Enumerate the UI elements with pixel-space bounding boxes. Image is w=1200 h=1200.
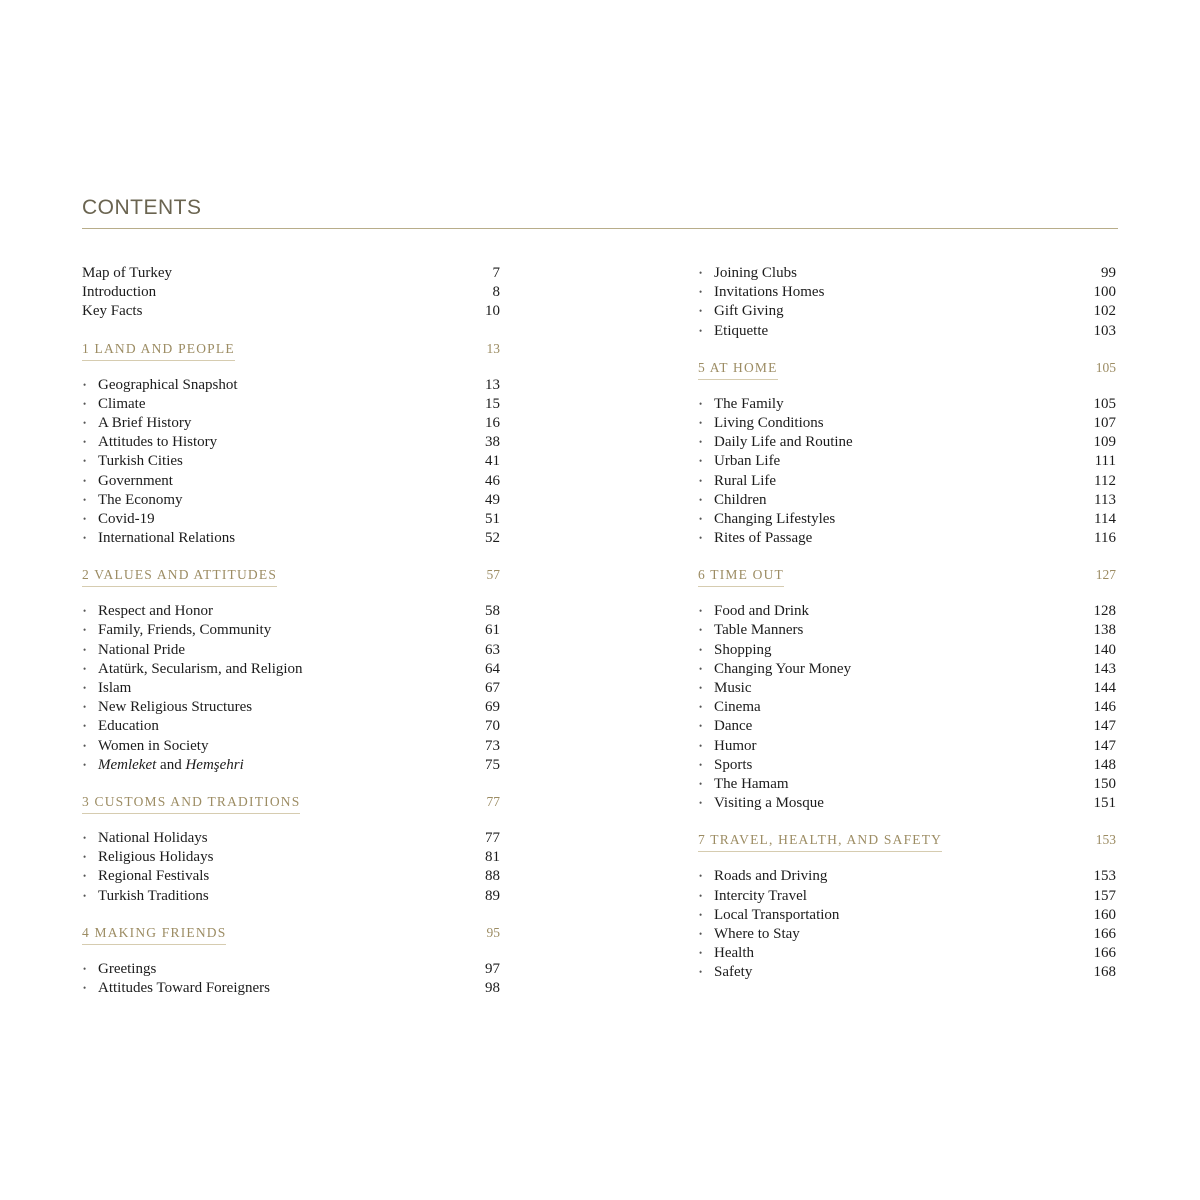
toc-entry[interactable] [698,887,1116,906]
entry-title: Joining Clubs [714,265,797,281]
toc-entry[interactable] [82,867,500,886]
entry-page-number: 41 [485,453,500,470]
bullet-icon: • [699,890,703,901]
entry-page-number: 81 [485,849,500,866]
chapter-heading[interactable] [698,566,1116,590]
entry-title: National Holidays [98,829,208,846]
entry-page-number: 49 [485,491,500,508]
toc-entry[interactable] [698,756,1116,775]
chapter-heading[interactable] [698,359,1116,383]
bullet-icon: • [83,963,87,974]
entry-title: Education [98,718,159,735]
entry-title: Government [98,472,173,489]
chapter-heading[interactable] [82,566,500,590]
bullet-icon: • [83,513,87,524]
entry-title: Turkish Cities [98,453,183,470]
chapter-title: 7 TRAVEL, HEALTH, AND SAFETY [698,831,942,852]
entry-page-number: 13 [485,376,500,393]
bullet-icon: • [83,702,87,713]
bullet-icon: • [83,533,87,544]
entry-title: Intercity Travel [714,887,807,904]
bullet-icon: • [83,663,87,674]
entry-page-number: 67 [485,680,500,696]
entry-page-number: 38 [485,434,500,451]
entry-title: Children [714,491,767,508]
bullet-icon: • [699,759,703,770]
entry-page-number: 58 [485,603,500,620]
toc-entry[interactable] [82,979,500,998]
entry-title: Greetings [98,960,157,977]
bullet-icon: • [699,475,703,486]
entry-title: Geographical Snapshot [98,376,238,393]
bullet-icon: • [699,268,703,278]
entry-title [98,756,244,775]
entry-title: The Family [714,395,784,412]
bullet-icon: • [83,852,87,863]
entry-page-number: 157 [1093,887,1116,904]
entry-page-number: 160 [1093,906,1116,923]
entry-title: National Pride [98,641,186,658]
entry-title: Covid-19 [98,510,155,527]
bullet-icon: • [83,456,87,467]
entry-page-number: 116 [1094,530,1116,547]
toc-entry[interactable] [82,529,500,548]
entry-title: Respect and Honor [98,603,213,620]
toc-entry[interactable] [82,756,500,775]
entry-title: Changing Your Money [714,660,852,677]
entry-page-number: 168 [1093,964,1116,981]
bullet-icon: • [83,625,87,636]
entry-page-number: 46 [485,472,500,489]
entry-title-part: Hemşehri [185,756,244,773]
bullet-icon: • [699,306,703,317]
bullet-icon: • [83,417,87,428]
toc-entry[interactable] [82,679,500,698]
bullet-icon: • [83,740,87,751]
toc-entry[interactable] [698,621,1116,640]
bullet-icon: • [699,798,703,809]
entry-title: Shopping [714,641,772,658]
toc-entry[interactable] [82,602,500,621]
entry-page-number: 70 [485,718,500,735]
entry-title: A Brief History [98,414,192,431]
chapter-heading[interactable] [82,793,500,817]
entry-title: Attitudes to History [98,434,218,451]
toc-entry[interactable] [82,414,500,433]
toc-entry[interactable] [698,491,1116,510]
chapter-page-number: 77 [486,793,500,809]
chapter-page-number: 153 [1095,832,1116,848]
entry-title: Living Conditions [714,414,824,431]
bullet-icon: • [83,494,87,505]
bullet-icon: • [699,606,703,617]
entry-page-number: 98 [485,979,500,996]
toc-entry[interactable] [82,848,500,867]
bullet-icon: • [83,644,87,655]
bullet-icon: • [699,494,703,505]
toc-entry[interactable] [698,794,1116,813]
entry-page-number: 166 [1093,925,1116,942]
toc-entry[interactable] [698,641,1116,660]
bullet-icon: • [699,721,703,732]
toc-entry[interactable] [698,679,1116,698]
entry-title: Invitations Homes [714,284,825,301]
toc-entry[interactable] [698,395,1116,414]
entry-page-number: 102 [1093,303,1116,320]
toc-entry[interactable] [82,737,500,756]
entry-page-number: 109 [1093,434,1116,451]
bullet-icon: • [83,759,87,770]
bullet-icon: • [699,325,703,336]
chapter-heading[interactable] [82,924,500,948]
toc-entry[interactable] [698,925,1116,944]
bullet-icon: • [699,644,703,655]
entry-title: Climate [98,395,146,412]
entry-title: Dance [714,718,753,735]
entry-title: Health [714,945,754,962]
entry-page-number: 114 [1094,510,1116,527]
toc-entry[interactable] [82,641,500,660]
entry-page-number: 15 [485,395,500,412]
entry-page-number: 128 [1093,603,1116,620]
entry-page-number: 112 [1094,472,1116,489]
entry-title: Regional Festivals [98,868,210,885]
entry-title: Gift Giving [714,303,784,320]
entry-page-number: 100 [1093,284,1116,301]
entry-page-number: 143 [1093,660,1116,677]
toc-entry[interactable] [698,944,1116,963]
entry-page-number: 75 [485,756,500,773]
entry-title: Rites of Passage [714,530,813,547]
toc-entry[interactable] [698,433,1116,452]
entry-page-number: 148 [1093,756,1116,773]
chapter-title: 5 AT HOME [698,359,778,380]
toc-entry[interactable] [82,717,500,736]
entry-title: Cinema [714,699,761,716]
entry-page-number: 105 [1093,395,1116,412]
toc-entry[interactable] [82,376,500,395]
bullet-icon: • [699,778,703,789]
entry-page-number: 113 [1094,491,1116,508]
bullet-icon: • [83,982,87,993]
entry-page-number: 89 [485,887,500,904]
bullet-icon: • [699,533,703,544]
entry-page-number: 138 [1093,622,1116,639]
bullet-icon: • [699,928,703,939]
toc-entry[interactable] [698,510,1116,529]
entry-title: Visiting a Mosque [714,795,824,812]
entry-title: Map of Turkey [82,265,173,281]
chapter-page-number: 57 [486,567,500,583]
entry-page-number: 147 [1093,737,1116,754]
toc-entry[interactable] [698,302,1116,321]
toc-entry[interactable] [82,302,500,321]
entry-title: Atatürk, Secularism, and Religion [98,660,303,677]
bullet-icon: • [83,871,87,882]
entry-page-number: 153 [1093,868,1116,885]
entry-title: Safety [714,964,753,981]
entry-page-number: 88 [485,868,500,885]
entry-title: Daily Life and Routine [714,434,853,451]
toc-entry[interactable] [82,829,500,848]
bullet-icon: • [699,513,703,524]
entry-title: Music [714,680,752,696]
entry-title: New Religious Structures [98,699,253,716]
entry-page-number: 111 [1094,453,1116,470]
toc-entry[interactable] [82,264,500,283]
entry-title: Key Facts [82,303,143,320]
entry-title: Women in Society [98,737,209,754]
entry-title: Where to Stay [714,925,800,942]
chapter-title: 1 LAND AND PEOPLE [82,340,235,361]
chapter-page-number: 127 [1095,567,1116,583]
chapter-page-number: 95 [486,924,500,940]
toc-entry[interactable] [82,960,500,979]
bullet-icon: • [83,683,87,693]
entry-page-number: 97 [485,960,500,977]
bullet-icon: • [699,456,703,467]
entry-title: International Relations [98,530,236,547]
entry-page-number: 166 [1093,945,1116,962]
entry-page-number: 151 [1093,795,1116,812]
toc-entry[interactable] [82,887,500,906]
entry-page-number: 63 [485,641,500,658]
bullet-icon: • [699,740,703,751]
entry-title: Urban Life [714,453,781,470]
bullet-icon: • [83,437,87,448]
entry-page-number: 99 [1101,265,1116,281]
entry-page-number: 10 [485,303,500,320]
entry-title: Sports [714,756,753,773]
entry-title: Islam [98,680,132,696]
heading-rule [82,228,1118,229]
entry-page-number: 52 [485,530,500,547]
bullet-icon: • [83,890,87,901]
toc-entry[interactable] [698,322,1116,341]
entry-page-number: 7 [492,265,500,281]
entry-page-number: 103 [1093,322,1116,339]
toc-entry[interactable] [698,737,1116,756]
toc-entry[interactable] [698,717,1116,736]
entry-page-number: 144 [1093,680,1116,696]
toc-entry[interactable] [698,264,1116,283]
entry-page-number: 146 [1093,699,1116,716]
entry-title: Family, Friends, Community [98,622,272,639]
toc-entry[interactable] [82,395,500,414]
entry-page-number: 140 [1093,641,1116,658]
entry-title: Changing Lifestyles [714,510,836,527]
toc-entry[interactable] [698,472,1116,491]
toc-entry[interactable] [698,529,1116,548]
toc-entry[interactable] [698,660,1116,679]
bullet-icon: • [699,663,703,674]
toc-entry[interactable] [82,491,500,510]
entry-page-number: 73 [485,737,500,754]
entry-title: Turkish Traditions [98,887,209,904]
chapter-title: 4 MAKING FRIENDS [82,924,226,945]
chapter-title: 6 TIME OUT [698,566,784,587]
bullet-icon: • [699,967,703,978]
entry-title: Rural Life [714,472,777,489]
entry-title: Introduction [82,284,157,301]
chapter-title: 3 CUSTOMS AND TRADITIONS [82,793,300,814]
bullet-icon: • [699,909,703,920]
entry-title: Humor [714,737,757,754]
toc-left-column [82,264,500,998]
entry-page-number: 51 [485,510,500,527]
bullet-icon: • [83,398,87,409]
bullet-icon: • [83,606,87,617]
toc-entry[interactable] [82,621,500,640]
bullet-icon: • [83,832,87,843]
entry-page-number: 8 [492,284,500,301]
entry-page-number: 61 [485,622,500,639]
entry-title: Attitudes Toward Foreigners [98,979,270,996]
entry-title: The Hamam [714,775,789,792]
chapter-heading[interactable] [82,340,500,364]
bullet-icon: • [699,287,703,298]
toc-entry[interactable] [82,283,500,302]
entry-page-number: 69 [485,699,500,716]
chapter-page-number: 13 [486,340,500,356]
toc-entry[interactable] [82,660,500,679]
chapter-heading[interactable] [698,831,1116,855]
entry-page-number: 64 [485,660,500,677]
toc-entry[interactable] [698,452,1116,471]
toc-entry[interactable] [82,472,500,491]
chapter-page-number: 105 [1095,359,1116,375]
entry-page-number: 147 [1093,718,1116,735]
toc-entry[interactable] [698,414,1116,433]
toc-entry[interactable] [698,867,1116,886]
bullet-icon: • [83,475,87,486]
bullet-icon: • [699,398,703,409]
bullet-icon: • [699,625,703,636]
bullet-icon: • [699,417,703,428]
entry-title: Religious Holidays [98,849,214,866]
entry-title-part: and [156,756,186,773]
toc-entry[interactable] [698,963,1116,982]
toc-entry[interactable] [698,602,1116,621]
bullet-icon: • [699,948,703,959]
entry-title: Local Transportation [714,906,840,923]
toc-entry[interactable] [82,452,500,471]
bullet-icon: • [699,683,703,693]
toc-entry[interactable] [82,698,500,717]
toc-right-column [698,264,1116,982]
entry-title: Etiquette [714,322,769,339]
bullet-icon: • [699,702,703,713]
entry-page-number: 107 [1093,414,1116,431]
toc-entry[interactable] [698,698,1116,717]
entry-title: The Economy [98,491,183,508]
entry-title: Table Manners [714,622,804,639]
entry-page-number: 16 [485,414,500,431]
entry-title-part: Memleket [98,756,157,773]
toc-entry[interactable] [82,433,500,452]
toc-entry[interactable] [698,775,1116,794]
chapter-title: 2 VALUES AND ATTITUDES [82,566,277,587]
bullet-icon: • [699,437,703,448]
entry-title: Food and Drink [714,603,809,620]
toc-entry[interactable] [698,283,1116,302]
toc-entry[interactable] [82,510,500,529]
entry-page-number: 150 [1093,775,1116,792]
toc-entry[interactable] [698,906,1116,925]
bullet-icon: • [83,721,87,732]
entry-page-number: 77 [485,829,500,846]
contents-heading: CONTENTS [82,196,202,219]
entry-title: Roads and Driving [714,868,828,885]
bullet-icon: • [699,871,703,882]
bullet-icon: • [83,379,87,390]
